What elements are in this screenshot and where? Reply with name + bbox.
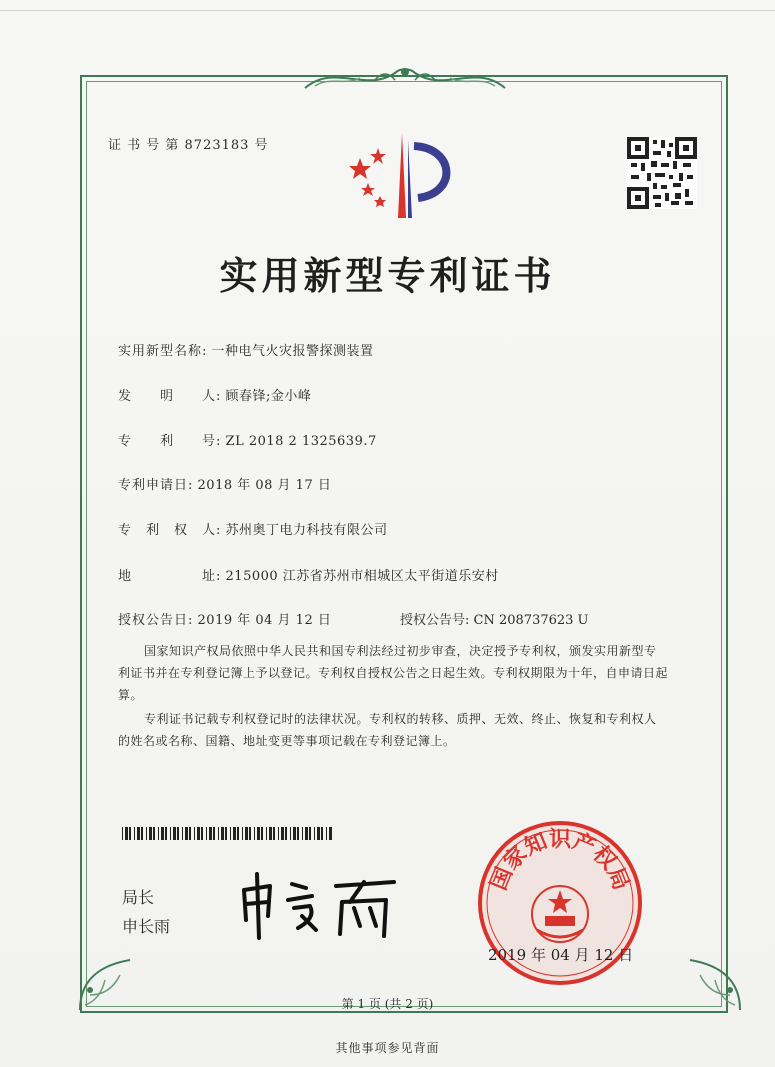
barcode-bar <box>122 827 123 840</box>
footer-note: 其他事项参见背面 <box>335 1041 440 1055</box>
barcode-bar <box>273 827 275 840</box>
barcode-bar <box>233 827 236 840</box>
barcode-bar <box>237 827 239 840</box>
signer-title: 局长 <box>122 888 155 907</box>
barcode-bar <box>209 827 212 840</box>
barcode-bar <box>149 827 152 840</box>
barcode-bar <box>321 827 323 840</box>
barcode-bar <box>269 827 272 840</box>
barcode-bar <box>146 827 147 840</box>
barcode-bar <box>125 827 128 840</box>
barcode-bar <box>194 827 195 840</box>
barcode-bar <box>285 827 287 840</box>
barcode-bar <box>137 827 140 840</box>
field-label: 授权公告日: <box>118 613 194 628</box>
field-label: 地 址: <box>118 569 222 584</box>
barcode-bar <box>302 827 303 840</box>
field-address <box>118 565 499 584</box>
barcode-bar <box>293 827 296 840</box>
field-value: 顾春锋;金小峰 <box>225 389 312 404</box>
barcode-icon <box>122 827 332 840</box>
barcode-bar <box>153 827 155 840</box>
barcode-bar <box>242 827 243 840</box>
barcode-bar <box>185 827 188 840</box>
barcode-bar <box>266 827 267 840</box>
barcode-bar <box>165 827 167 840</box>
certificate-paragraph: 专利证书记载专利权登记时的法律状况。专利权的转移、质押、无效、终止、恢复和专利权人的姓名或名称、国籍、地址变更等事项记载在专利登记簿上。 <box>118 712 657 748</box>
barcode-bar <box>326 827 327 840</box>
page-top-edge <box>0 10 775 11</box>
field-value: 苏州奥丁电力科技有限公司 <box>225 523 388 538</box>
barcode-bar <box>245 827 248 840</box>
field-patentee <box>118 519 388 538</box>
barcode-bar <box>329 827 332 840</box>
field-value: 2018 年 08 月 17 日 <box>197 478 332 493</box>
field-inventors <box>118 385 311 404</box>
barcode-bar <box>305 827 308 840</box>
field-patent-number <box>118 430 377 449</box>
field-label: 发 明 人: <box>118 389 222 404</box>
seal-text: 国家知识产权局 <box>485 826 635 894</box>
barcode-bar <box>278 827 279 840</box>
field-value: ZL 2018 2 1325639.7 <box>225 434 377 449</box>
barcode-bar <box>201 827 203 840</box>
barcode-bar <box>158 827 159 840</box>
barcode-bar <box>177 827 179 840</box>
field-utility-model-name <box>118 340 374 359</box>
barcode-bar <box>257 827 260 840</box>
handwritten-signature-icon <box>236 868 406 943</box>
barcode-bar <box>290 827 291 840</box>
barcode-bar <box>317 827 320 840</box>
barcode-bar <box>309 827 311 840</box>
field-label: 授权公告号: <box>400 613 470 628</box>
barcode-bar <box>213 827 215 840</box>
barcode-bar <box>189 827 191 840</box>
barcode-bar <box>218 827 219 840</box>
signer-name: 申长雨 <box>122 917 171 936</box>
barcode-bar <box>297 827 299 840</box>
barcode-bar <box>261 827 263 840</box>
barcode-bar <box>161 827 164 840</box>
field-value: CN 208737623 U <box>473 613 589 628</box>
field-label: 实用新型名称: <box>118 344 208 359</box>
certificate-paragraph: 国家知识产权局依照中华人民共和国专利法经过初步审查，决定授予专利权，颁发实用新型专利证书并在专利登记簿上予以登记。专利权自授权公告之日起生效。专利权期限为十年，自申请日起算。 <box>118 644 669 702</box>
barcode-bar <box>134 827 135 840</box>
barcode-bar <box>182 827 183 840</box>
barcode-bar <box>206 827 207 840</box>
barcode-bar <box>170 827 171 840</box>
barcode-bar <box>254 827 255 840</box>
field-announcement-number <box>400 609 589 628</box>
barcode-bar <box>225 827 227 840</box>
field-application-date <box>118 474 331 493</box>
field-grant-date <box>118 609 331 628</box>
page-indicator: 第 1 页 (共 2 页) <box>341 997 434 1011</box>
certificate-title: 实用新型专利证书 <box>219 253 556 298</box>
field-value: 2019 年 04 月 12 日 <box>197 613 332 628</box>
field-label: 专 利 号: <box>118 434 222 449</box>
qr-code-icon <box>627 137 697 209</box>
top-ornament-icon <box>295 58 515 98</box>
barcode-bar <box>197 827 200 840</box>
field-label: 专利申请日: <box>118 478 194 493</box>
barcode-bar <box>221 827 224 840</box>
field-value: 一种电气火灾报警探测装置 <box>211 344 374 359</box>
seal-date: 2019 年 04 月 12 日 <box>488 946 634 964</box>
patent-office-logo-icon <box>340 128 470 223</box>
certificate-number: 证 书 号 第 8723183 号 <box>108 138 269 153</box>
barcode-bar <box>314 827 315 840</box>
barcode-bar <box>129 827 131 840</box>
barcode-bar <box>281 827 284 840</box>
barcode-bar <box>173 827 176 840</box>
barcode-bar <box>141 827 143 840</box>
field-value: 215000 江苏省苏州市相城区太平街道乐安村 <box>225 569 499 584</box>
barcode-bar <box>230 827 231 840</box>
field-label: 专 利 权 人: <box>118 523 222 538</box>
barcode-bar <box>249 827 251 840</box>
